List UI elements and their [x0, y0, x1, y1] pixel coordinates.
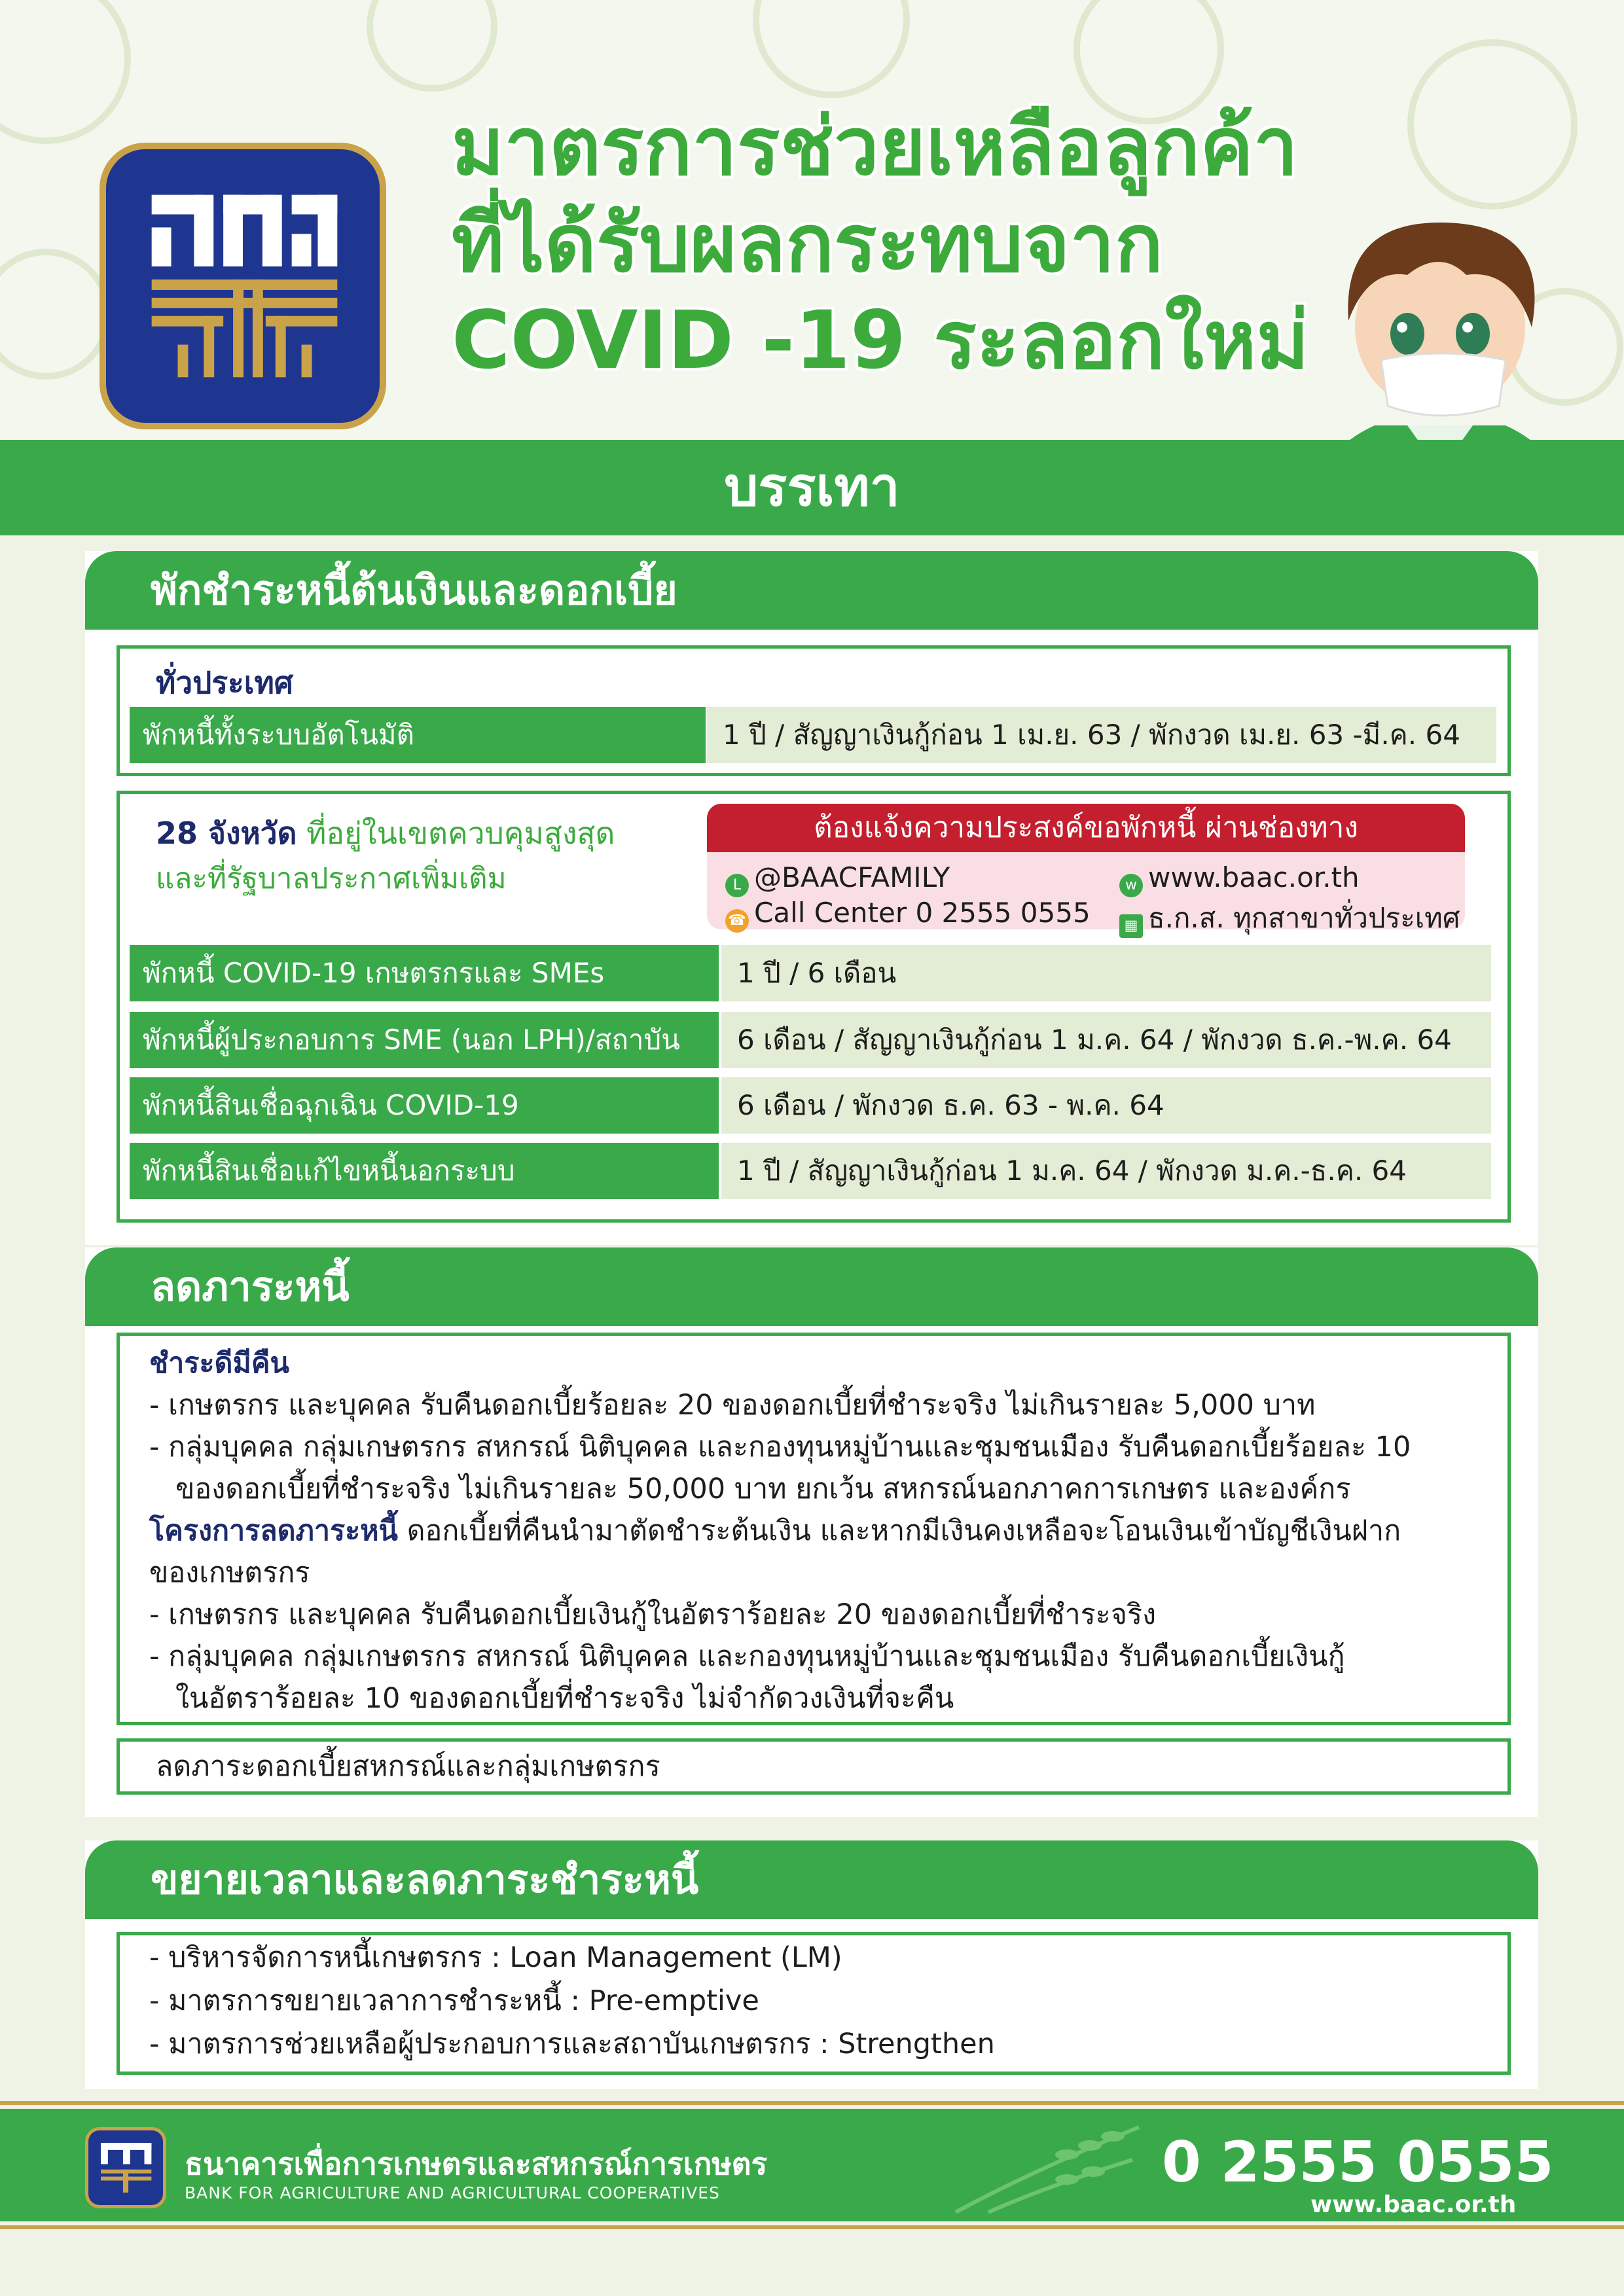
extension-item: - มาตรการช่วยเหลือผู้ประกอบการและสถาบันเกษตรกร : Strengthen [149, 2028, 995, 2060]
extension-item: - บริหารจัดการหนี้เกษตรกร : Loan Management (LM) [149, 1941, 842, 1974]
provinces-line-1 [156, 812, 615, 855]
title-line-2: ที่ได้รับผลกระทบจาก [452, 197, 1163, 290]
branch-channel-text: ธ.ก.ส. ทุกสาขาทั่วประเทศ [1148, 902, 1460, 934]
good-payer-item: ของดอกเบี้ยที่ชำระจริง ไม่เกินรายละ 50,000 บาท ยกเว้น สหกรณ์นอกภาคการเกษตร และองค์กร [175, 1473, 1351, 1505]
section-1-heading: พักชำระหนี้ต้นเงินและดอกเบี้ย [85, 551, 1538, 630]
relief-row-label: พักหนี้ COVID-19 เกษตรกรและ SMEs [130, 945, 719, 1001]
relief-row-value: 1 ปี / 6 เดือน [721, 945, 1491, 1001]
call-channel[interactable] [725, 897, 1091, 933]
relief-row-value: 6 เดือน / สัญญาเงินกู้ก่อน 1 ม.ค. 64 / พักงวด ธ.ค.-พ.ค. 64 [721, 1012, 1491, 1068]
section-2-heading: ลดภาระหนี้ [85, 1247, 1538, 1326]
province-banner: บรรเทา [0, 440, 1624, 535]
baac-logo [99, 143, 386, 429]
footer-website[interactable]: www.baac.or.th [1310, 2191, 1517, 2218]
footer-divider [0, 2225, 1624, 2229]
title-line-1: มาตรการช่วยเหลือลูกค้า [452, 100, 1299, 193]
virus-decoration [0, 0, 131, 144]
web-channel-text: www.baac.or.th [1148, 861, 1360, 893]
page-title [452, 98, 1407, 389]
nationwide-label: ทั่วประเทศ [156, 665, 294, 700]
debt-project-item: - เกษตรกร และบุคคล รับคืนดอกเบี้ยเงินกู้ในอัตราร้อยละ 20 ของดอกเบี้ยที่ชำระจริง [149, 1598, 1157, 1631]
good-payer-item: - เกษตรกร และบุคคล รับคืนดอกเบี้ยร้อยละ 20 ของดอกเบี้ยที่ชำระจริง ไม่เกินรายละ 5,000 บาท [149, 1389, 1316, 1422]
section-3-heading: ขยายเวลาและลดภาระชำระหนี้ [85, 1840, 1538, 1919]
virus-decoration [0, 249, 111, 380]
title-line-3: COVID -19 ระลอกใหม่ [452, 294, 1309, 387]
debt-project-desc-2: ของเกษตรกร [149, 1556, 310, 1589]
extension-item: - มาตรการขยายเวลาการชำระหนี้ : Pre-emptive [149, 1984, 759, 2017]
relief-row-value: 6 เดือน / พักงวด ธ.ค. 63 - พ.ค. 64 [721, 1077, 1491, 1134]
footer-phone[interactable]: 0 2555 0555 [1162, 2130, 1554, 2195]
footer-bank-name-th: ธนาคารเพื่อการเกษตรและสหกรณ์การเกษตร [185, 2146, 768, 2181]
baac-logo-icon [106, 149, 380, 423]
debt-project-desc-1: ดอกเบี้ยที่คืนนำมาตัดชำระต้นเงิน และหากมีเงินคงเหลือจะโอนเงินเข้าบัญชีเงินฝาก [406, 1515, 1401, 1547]
debt-project-item: ในอัตราร้อยละ 10 ของดอกเบี้ยที่ชำระจริง ไม่จำกัดวงเงินที่จะคืน [175, 1682, 954, 1715]
footer-logo-icon [85, 2127, 166, 2208]
good-payer-title: ชำระดีมีคืน [149, 1347, 289, 1380]
nationwide-row-label: พักหนี้ทั้งระบบอัตโนมัติ [130, 707, 706, 763]
relief-row-label: พักหนี้สินเชื่อแก้ไขหนี้นอกระบบ [130, 1143, 719, 1199]
line-channel-text: @BAACFAMILY [754, 861, 950, 893]
provinces-desc-2: และที่รัฐบาลประกาศเพิ่มเติม [156, 862, 507, 895]
footer-bank-name-en: BANK FOR AGRICULTURE AND AGRICULTURAL COOPERATIVES [185, 2183, 720, 2202]
phone-icon: ☎ [725, 909, 749, 933]
line-channel[interactable] [725, 861, 950, 897]
virus-decoration [367, 0, 497, 92]
good-payer-item: - กลุ่มบุคคล กลุ่มเกษตรกร สหกรณ์ นิติบุคคล และกองทุนหมู่บ้านและชุมชนเมือง รับคืนดอกเบี้ยร้อยละ 10 [149, 1431, 1411, 1463]
web-icon: w [1119, 874, 1143, 897]
web-channel[interactable] [1119, 861, 1360, 897]
debt-project-title: โครงการลดภาระหนี้ [149, 1515, 398, 1547]
nationwide-row-value: 1 ปี / สัญญาเงินกู้ก่อน 1 เม.ย. 63 / พักงวด เม.ย. 63 -มี.ค. 64 [707, 707, 1496, 763]
virus-decoration [1407, 39, 1578, 209]
line-icon: L [725, 874, 749, 897]
virus-decoration [753, 0, 910, 98]
call-channel-text: Call Center 0 2555 0555 [754, 897, 1091, 929]
branch-channel [1119, 897, 1460, 940]
hero-banner [0, 0, 1624, 440]
mascot-boy-icon [1276, 196, 1604, 440]
provinces-desc-1: ที่อยู่ในเขตควบคุมสูงสุด [306, 816, 615, 851]
footer-divider [0, 2101, 1624, 2105]
notice-title: ต้องแจ้งความประสงค์ขอพักหนี้ ผ่านช่องทาง [707, 804, 1465, 852]
relief-row-value: 1 ปี / สัญญาเงินกู้ก่อน 1 ม.ค. 64 / พักงวด ม.ค.-ธ.ค. 64 [721, 1143, 1491, 1199]
coop-line: ลดภาระดอกเบี้ยสหกรณ์และกลุ่มเกษตรกร [156, 1750, 660, 1783]
provinces-count: 28 จังหวัด [156, 816, 297, 851]
building-icon: ▦ [1119, 914, 1143, 938]
debt-project-line [149, 1509, 1401, 1552]
relief-row-label: พักหนี้สินเชื่อฉุกเฉิน COVID-19 [130, 1077, 719, 1134]
relief-row-label: พักหนี้ผู้ประกอบการ SME (นอก LPH)/สถาบัน [130, 1012, 719, 1068]
debt-project-item: - กลุ่มบุคคล กลุ่มเกษตรกร สหกรณ์ นิติบุคคล และกองทุนหมู่บ้านและชุมชนเมือง รับคืนดอกเบี้ยเงินกู้ [149, 1640, 1345, 1673]
rice-grain-icon [949, 2114, 1146, 2219]
